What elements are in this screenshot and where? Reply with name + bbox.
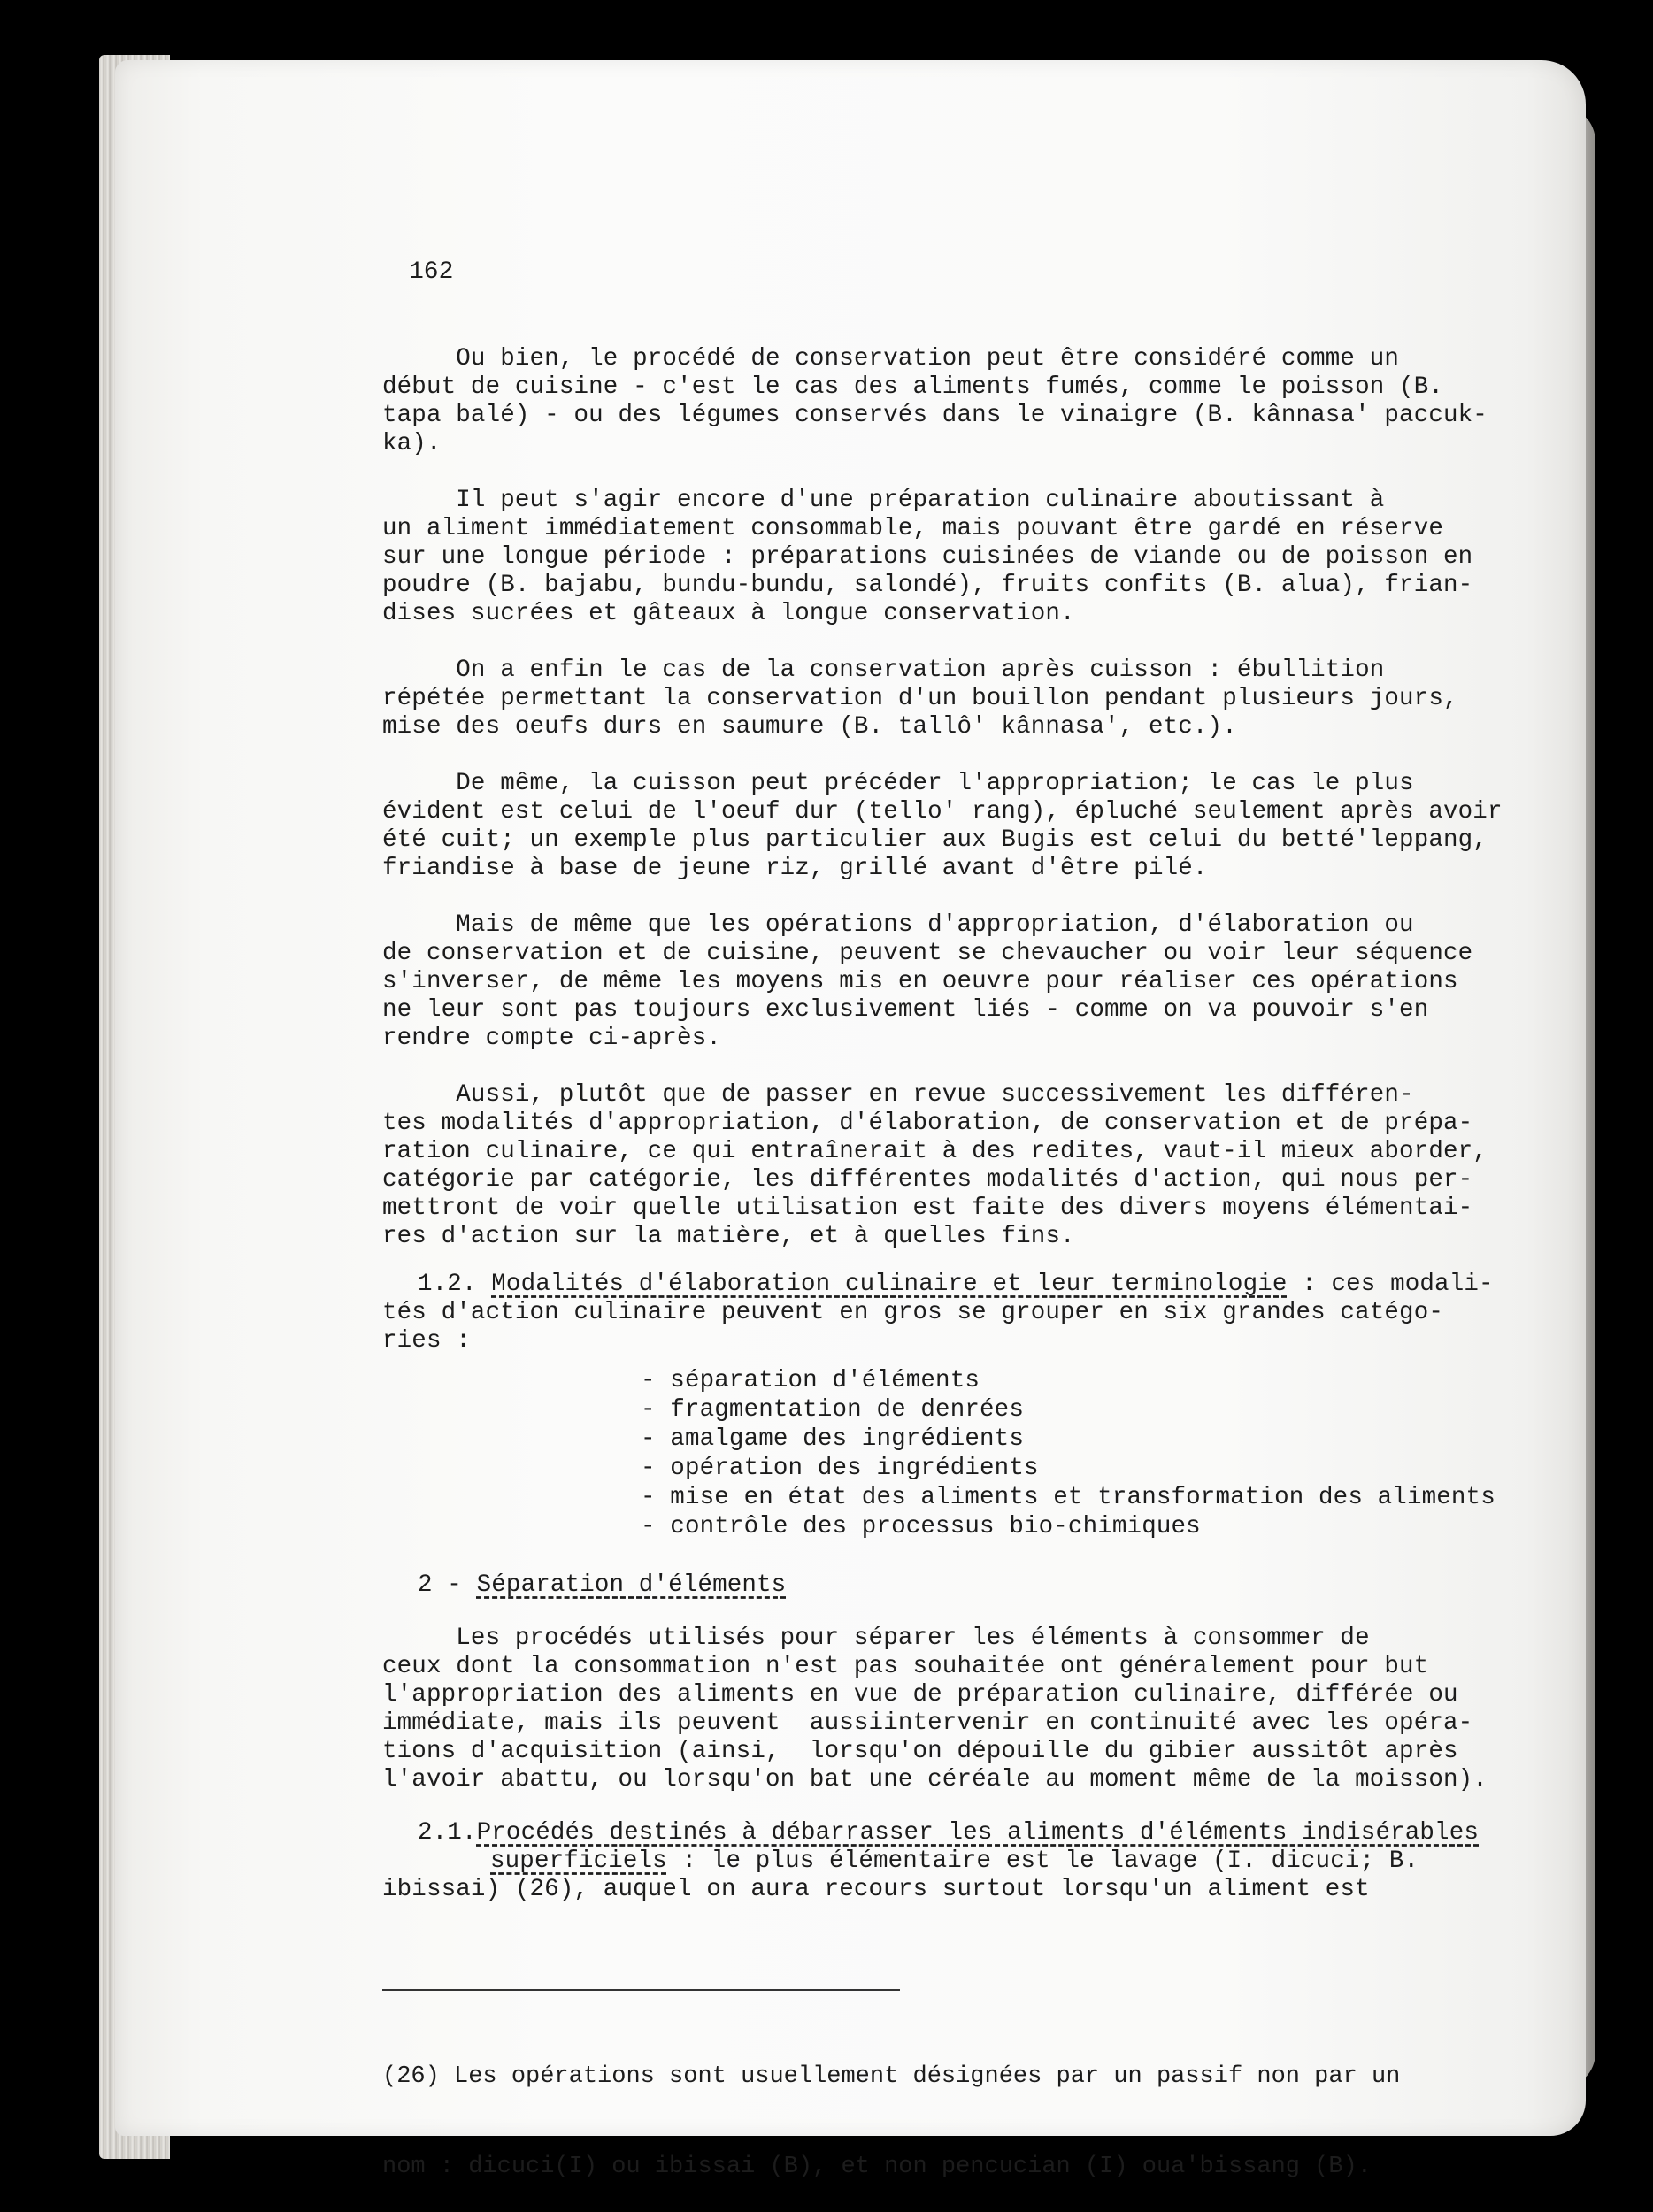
- text-line: ka).: [382, 430, 442, 457]
- text-line: Ou bien, le procédé de conservation peut être considéré comme un: [382, 345, 1400, 373]
- text-line: ries :: [382, 1327, 471, 1355]
- text-line: évident est celui de l'oeuf dur (tello' rang), épluché seulement après avoir: [382, 798, 1503, 826]
- text-line: répétée permettant la conservation d'un bouillon pendant plusieurs jours,: [382, 685, 1458, 712]
- text-line: friandise à base de jeune riz, grillé avant d'être pilé.: [382, 855, 1208, 882]
- list-item: - amalgame des ingrédients: [641, 1425, 1024, 1453]
- text-line: Mais de même que les opérations d'appropriation, d'élaboration ou: [382, 911, 1414, 939]
- text-line: été cuit; un exemple plus particulier aux Bugis est celui du betté'leppang,: [382, 826, 1488, 854]
- section-number: 2 -: [418, 1571, 477, 1599]
- paragraph: [382, 487, 1533, 628]
- text-line: début de cuisine - c'est le cas des aliments fumés, comme le poisson (B.: [382, 373, 1443, 401]
- text-line: l'appropriation des aliments en vue de préparation culinaire, différée ou: [382, 1681, 1458, 1709]
- list-item: - contrôle des processus bio-chimiques: [641, 1513, 1201, 1540]
- text-line: mise des oeufs durs en saumure (B. tallô' kânnasa', etc.).: [382, 713, 1237, 741]
- paragraph: [382, 1624, 1533, 1794]
- text-line: ration culinaire, ce qui entraînerait à des redites, vaut-il mieux aborder,: [382, 1138, 1488, 1165]
- section-number: 2.1.: [418, 1819, 477, 1847]
- page-number: 162: [409, 258, 454, 286]
- footnote-line: (26) Les opérations sont usuellement désignées par un passif non par un: [382, 2063, 1401, 2090]
- section-2-1: [382, 1819, 1533, 1904]
- text-line: rendre compte ci-après.: [382, 1025, 722, 1052]
- text-line: tions d'acquisition (ainsi, lorsqu'on dépouille du gibier aussitôt après: [382, 1738, 1458, 1765]
- text-line: ibissai) (26), auquel on aura recours surtout lorsqu'un aliment est: [382, 1876, 1370, 1903]
- list-item: - fragmentation de denrées: [641, 1396, 1024, 1424]
- section-number: 1.2.: [418, 1271, 477, 1298]
- paragraph: [382, 1081, 1533, 1251]
- section-heading: Procédés destinés à débarrasser les aliments d'éléments indisérables: [476, 1819, 1480, 1847]
- section-heading: Séparation d'éléments: [476, 1571, 787, 1599]
- list-item: - séparation d'éléments: [641, 1367, 980, 1394]
- text-line: Aussi, plutôt que de passer en revue successivement les différen-: [382, 1081, 1414, 1109]
- text-line: sur une longue période : préparations cuisinées de viande ou de poisson en: [382, 543, 1473, 571]
- paragraph: [382, 770, 1533, 883]
- text-line: : le plus élémentaire est le lavage (I. dicuci; B.: [666, 1847, 1419, 1875]
- paragraph: [382, 345, 1533, 458]
- text-line: On a enfin le cas de la conservation après cuisson : ébullition: [382, 657, 1385, 684]
- footnote-rule: [382, 1989, 900, 1991]
- category-list: [382, 1366, 1533, 1541]
- text-line: tes modalités d'appropriation, d'élaboration, de conservation et de prépa-: [382, 1110, 1473, 1137]
- text-line: De même, la cuisson peut précéder l'appropriation; le cas le plus: [382, 770, 1414, 797]
- text-line: ceux dont la consommation n'est pas souhaitée ont généralement pour but: [382, 1653, 1429, 1680]
- section-heading: superficiels: [490, 1847, 667, 1875]
- text-line: de conservation et de cuisine, peuvent se chevaucher ou voir leur séquence: [382, 940, 1473, 967]
- text-line: catégorie par catégorie, les différentes modalités d'action, qui nous per-: [382, 1166, 1473, 1194]
- text-line: dises sucrées et gâteaux à longue conservation.: [382, 600, 1075, 627]
- text-line: poudre (B. bajabu, bundu-bundu, salondé), fruits confits (B. alua), frian-: [382, 572, 1473, 599]
- page-body: [382, 253, 1533, 1904]
- footnote: [382, 2001, 1533, 2212]
- text-line: un aliment immédiatement consommable, mais pouvant être gardé en réserve: [382, 515, 1443, 542]
- text-line: : ces modali-: [1287, 1271, 1494, 1298]
- text-line: mettront de voir quelle utilisation est faite des divers moyens élémentai-: [382, 1194, 1473, 1222]
- list-item: - opération des ingrédients: [641, 1455, 1039, 1482]
- section-heading: Modalités d'élaboration culinaire et leur terminologie: [491, 1271, 1288, 1298]
- text-line: tés d'action culinaire peuvent en gros se grouper en six grandes catégo-: [382, 1299, 1443, 1326]
- section-1-2: [382, 1271, 1533, 1299]
- footnote-line: nom : dicuci(I) ou ibissai (B), et non pencucian (I) oua'bissang (B).: [382, 2154, 1372, 2180]
- text-line: ne leur sont pas toujours exclusivement liés - comme on va pouvoir s'en: [382, 996, 1429, 1024]
- text-line: l'avoir abattu, ou lorsqu'on bat une céréale au moment même de la moisson).: [382, 1766, 1488, 1793]
- paragraph: [382, 657, 1533, 741]
- text-line: immédiate, mais ils peuvent aussiintervenir en continuité avec les opéra-: [382, 1709, 1473, 1737]
- section-2: [382, 1571, 1533, 1600]
- text-line: Les procédés utilisés pour séparer les éléments à consommer de: [382, 1624, 1370, 1652]
- list-item: - mise en état des aliments et transformation des aliments: [641, 1484, 1495, 1511]
- text-line: Il peut s'agir encore d'une préparation culinaire aboutissant à: [382, 487, 1385, 514]
- text-line: s'inverser, de même les moyens mis en oeuvre pour réaliser ces opérations: [382, 968, 1458, 995]
- paragraph: [382, 911, 1533, 1053]
- text-line: res d'action sur la matière, et à quelles fins.: [382, 1223, 1075, 1250]
- text-line: tapa balé) - ou des légumes conservés dans le vinaigre (B. kânnasa' paccuk-: [382, 402, 1488, 429]
